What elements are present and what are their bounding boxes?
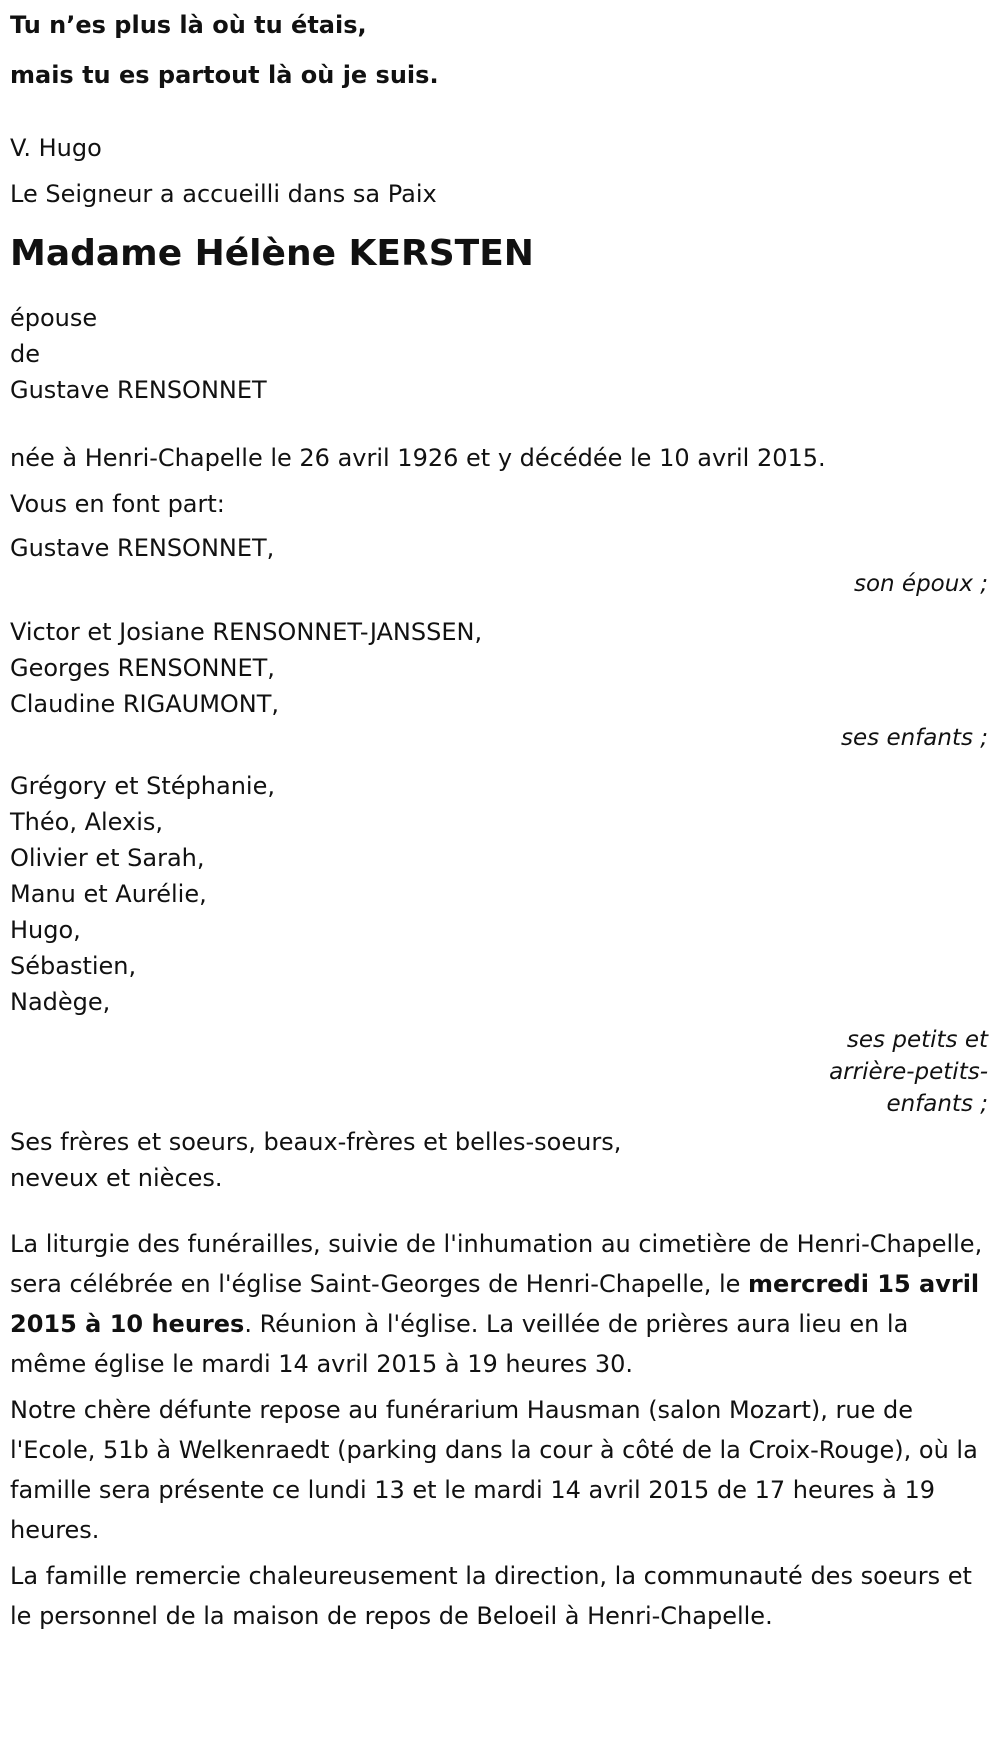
epigraph-line-1: Tu n’es plus là où tu étais, [10, 11, 367, 39]
spouse-line: Gustave RENSONNET [10, 376, 267, 404]
relation-label: enfants ; [886, 1091, 988, 1117]
family-name: Victor et Josiane RENSONNET-JANSSEN, [10, 618, 483, 646]
family-name: Nadège, [10, 988, 111, 1016]
intro-text: Le Seigneur a accueilli dans sa Paix [10, 180, 437, 208]
funeral-paragraph [10, 1224, 990, 1384]
spouse-block [10, 298, 990, 410]
family-name: Théo, Alexis, [10, 808, 164, 836]
family-grandchildren [10, 768, 990, 1120]
family-name: Georges RENSONNET, [10, 654, 275, 682]
spouse-line: épouse [10, 304, 98, 332]
funeral-text: La liturgie des funérailles, suivie de l'inhumation au cimetière de Henri-Chapelle, sera célébrée en l'église Saint-Georges de Henri-Chapelle, le [10, 1230, 983, 1298]
family-name: Gustave RENSONNET, [10, 534, 275, 562]
family-name: Hugo, [10, 916, 81, 944]
epigraph-line-2: mais tu es partout là où je suis. [10, 61, 439, 89]
family-name: Sébastien, [10, 952, 137, 980]
thanks-paragraph: La famille remercie chaleureusement la direction, la communauté des soeurs et le personnel de la maison de repos de Beloeil à Henri-Chapelle. [10, 1562, 972, 1630]
epigraph-author: V. Hugo [10, 134, 102, 162]
family-name: Ses frères et soeurs, beaux-frères et belles-soeurs, [10, 1128, 622, 1156]
deceased-name: Madame Hélène KERSTEN [10, 233, 534, 274]
family-children [10, 614, 990, 754]
birth-death-text: née à Henri-Chapelle le 26 avril 1926 et y décédée le 10 avril 2015. [10, 444, 826, 472]
relation-label: ses enfants ; [841, 725, 988, 751]
family-name: Olivier et Sarah, [10, 844, 205, 872]
family-name: Grégory et Stéphanie, [10, 772, 275, 800]
relation-label: ses petits et [846, 1027, 988, 1053]
funerarium-paragraph: Notre chère défunte repose au funérarium Hausman (salon Mozart), rue de l'Ecole, 51b à Welkenraedt (parking dans la cour à côté de la Croix-Rouge), où la famille sera présente ce lundi 13 et le mardi 14 avril 2015 de 17 heures à 19 heures. [10, 1396, 978, 1544]
funeral-date: mercredi 15 avril 2015 à 10 heures [10, 1270, 980, 1338]
funeral-text: . Réunion à l'église. La veillée de prières aura lieu en la même église le mardi 14 avril 2015 à 19 heures 30. [10, 1310, 909, 1378]
family-name: neveux et nièces. [10, 1164, 223, 1192]
family-name: Manu et Aurélie, [10, 880, 207, 908]
relation-label: arrière-petits- [829, 1059, 988, 1085]
family-others [10, 1124, 990, 1196]
announcement-text: Vous en font part: [10, 490, 225, 518]
relation-label: son époux ; [853, 571, 988, 597]
epigraph [10, 0, 990, 100]
spouse-line: de [10, 340, 40, 368]
family-spouse [10, 528, 990, 600]
family-name: Claudine RIGAUMONT, [10, 690, 280, 718]
